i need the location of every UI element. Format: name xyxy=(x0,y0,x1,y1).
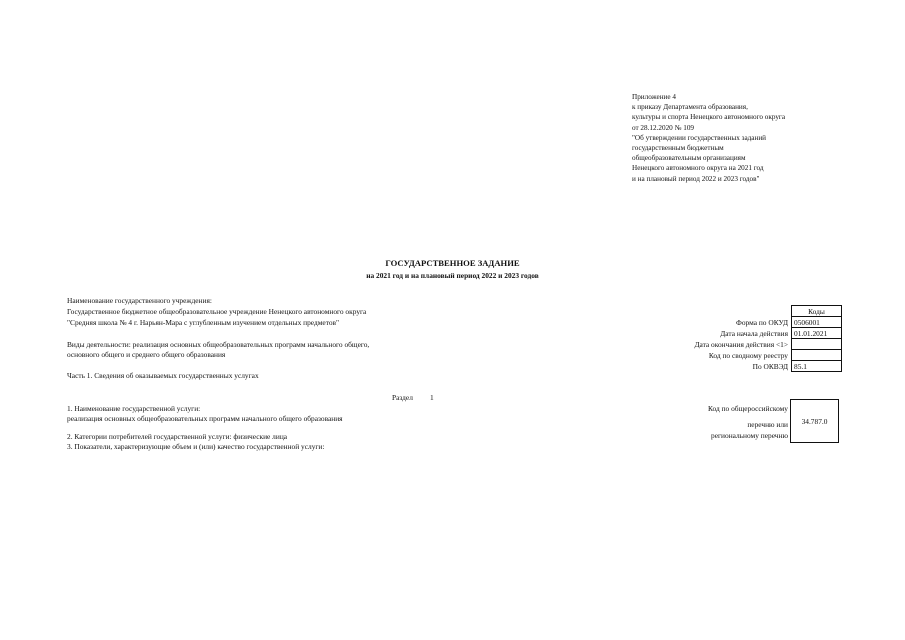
document-title: ГОСУДАРСТВЕННОЕ ЗАДАНИЕ xyxy=(385,258,520,268)
service-name-value: реализация основных общеобразовательных программ начального общего образования xyxy=(67,414,343,423)
codes-header: Коды xyxy=(792,306,842,317)
appendix-line: культуры и спорта Ненецкого автономного округа xyxy=(632,113,786,122)
codes-label-start-date: Дата начала действия xyxy=(720,329,788,338)
codes-value-start-date: 01.01.2021 xyxy=(792,328,842,339)
service-name-label: 1. Наименование государственной услуги: xyxy=(67,404,201,413)
appendix-line: к приказу Департамента образования, xyxy=(632,103,748,112)
codes-label-end-date: Дата окончания действия <1> xyxy=(694,340,788,349)
appendix-block xyxy=(632,92,785,184)
activities-line1: Виды деятельности: реализация основных общеобразовательных программ начального общего, xyxy=(67,340,370,349)
codes-label-registry: Код по сводному реестру xyxy=(708,351,788,360)
part-heading: Часть 1. Сведения об оказываемых государственных услугах xyxy=(67,371,259,380)
registry-code: 34.787.0 xyxy=(801,416,828,426)
codes-label-okud: Форма по ОКУД xyxy=(735,318,788,327)
registry-label-line2: перечню или xyxy=(747,420,788,429)
registry-label-line3: региональному перечню xyxy=(711,431,788,440)
registry-code-box xyxy=(790,399,839,443)
codes-label-okved: По ОКВЭД xyxy=(752,362,788,371)
institution-label: Наименование государственного учреждения: xyxy=(67,296,212,305)
appendix-line: государственным бюджетным xyxy=(632,144,724,153)
appendix-line: общеобразовательным организациям xyxy=(632,154,746,163)
service-indicators: 3. Показатели, характеризующие объем и (или) качество государственной услуги: xyxy=(67,442,325,451)
appendix-line: Ненецкого автономного округа на 2021 год xyxy=(632,164,764,173)
institution-name-line2: "Средняя школа № 4 г. Нарьян-Мара с углубленным изучением отдельных предметов" xyxy=(67,318,340,327)
codes-value-end-date xyxy=(792,339,842,350)
registry-label-line1: Код по общероссийскому xyxy=(707,404,788,413)
appendix-line: Приложение 4 xyxy=(632,93,676,101)
appendix-line: и на плановый период 2022 и 2023 годов" xyxy=(632,174,760,183)
appendix-line: "Об утверждении государственных заданий xyxy=(632,133,767,142)
codes-table xyxy=(791,305,842,372)
institution-name-line1: Государственное бюджетное общеобразовательное учреждение Ненецкого автономного округа xyxy=(67,307,367,316)
service-category: 2. Категории потребителей государственной услуги: физические лица xyxy=(67,432,288,441)
section-label: Раздел xyxy=(392,393,413,402)
codes-value-registry xyxy=(792,350,842,361)
codes-value-okud: 0506001 xyxy=(792,317,842,328)
document-subtitle: на 2021 год и на плановый период 2022 и 2023 годов xyxy=(366,271,539,280)
activities-line2: основного общего и среднего общего образования xyxy=(67,350,226,359)
section-number: 1 xyxy=(430,393,434,402)
codes-value-okved: 85.1 xyxy=(792,361,842,372)
appendix-line: от 28.12.2020 № 109 xyxy=(632,123,695,132)
